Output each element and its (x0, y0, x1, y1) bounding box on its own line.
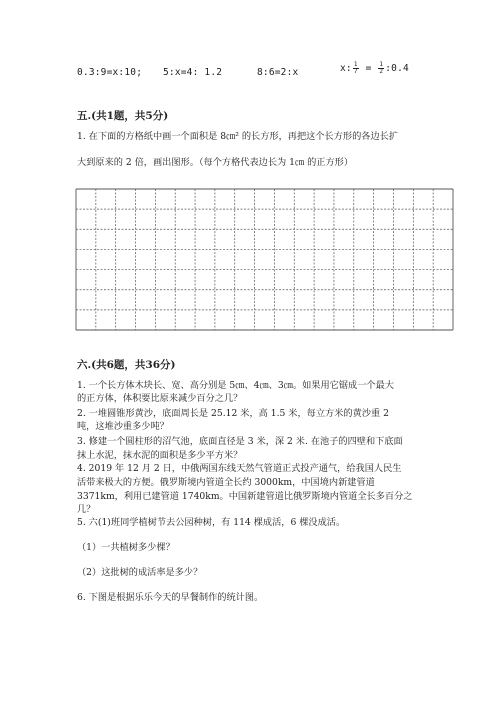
section-6-question-5-sub-2: （2）这批树的成活率是多少？ (77, 567, 203, 578)
equation-4-prefix: x: (340, 63, 352, 74)
section-6-question-2-line-1: 2. 一堆圆锥形黄沙，底面周长是 25.12 米，高 1.5 米，每立方米的黄沙重 2 (77, 408, 389, 419)
section-5-question-1-line-1: 1. 在下面的方格纸中画一个面积是 8㎝² 的长方形，再把这个长方形的各边长扩 (77, 131, 399, 142)
section-6-heading: 六.(共6题，共36分) (77, 359, 176, 371)
fraction-one-seventh (353, 62, 359, 75)
equation-1: 0.3:9=x:10; (77, 67, 143, 78)
equation-2: 5:x=4: 1.2 (163, 67, 223, 78)
equation-3: 8:6=2:x (257, 67, 299, 78)
fraction-numerator: 1 (379, 61, 384, 68)
section-6-question-5-sub-1: （1）一共植树多少棵？ (77, 542, 175, 553)
equation-4-equals: = (359, 63, 378, 74)
fraction-numerator: 1 (353, 61, 358, 68)
section-6-question-5-line-1: 5. 六(1)班同学植树节去公园种树，有 114 棵成活，6 棵没成活。 (77, 517, 346, 528)
square-grid-paper (75, 188, 454, 331)
equation-4-suffix: :0.4 (385, 63, 409, 74)
fraction-denominator: 2 (379, 68, 384, 75)
section-6-question-4-line-2: 活带来极大的方便。俄罗斯境内管道全长约 3000km，中国境内新建管道 (77, 477, 375, 488)
section-6-question-1-line-1: 1. 一个长方体木块长、宽、高分别是 5㎝、4㎝、3㎝。如果用它锯成一个最大 (77, 380, 394, 391)
section-5-question-1-line-2: 大到原来的 2 倍，画出图形。（每个方格代表边长为 1㎝ 的正方形） (77, 157, 354, 168)
section-6-question-6-line-1: 6. 下图是根据乐乐今天的早餐制作的统计图。 (77, 592, 264, 603)
equation-4 (340, 62, 409, 75)
section-6-question-2-line-2: 吨，这堆沙重多少吨？ (77, 421, 169, 432)
fraction-one-half (378, 62, 384, 75)
fraction-denominator: 7 (353, 68, 358, 75)
section-6-question-1-line-2: 的正方体，体积要比原来减少百分之几？ (77, 393, 243, 404)
section-6-question-3-line-2: 抹上水泥，抹水泥的面积是多少平方米？ (77, 450, 243, 461)
section-6-question-4-line-3: 3371km，利用已建管道 1740km。中国新建管道比俄罗斯境内管道全长多百分之 (77, 491, 413, 502)
grid-lines (75, 188, 454, 331)
section-6-question-3-line-1: 3. 修建一个圆柱形的沼气池，底面直径是 3 米，深 2 米. 在池子的四壁和下底面 (77, 436, 403, 447)
section-6-question-4-line-4: 几？ (77, 504, 96, 515)
section-5-heading: 五.(共1题，共5分) (77, 110, 169, 122)
section-6-question-4-line-1: 4. 2019 年 12 月 2 日，中俄两国东线天然气管道正式投产通气，给我国人民生 (77, 463, 402, 474)
